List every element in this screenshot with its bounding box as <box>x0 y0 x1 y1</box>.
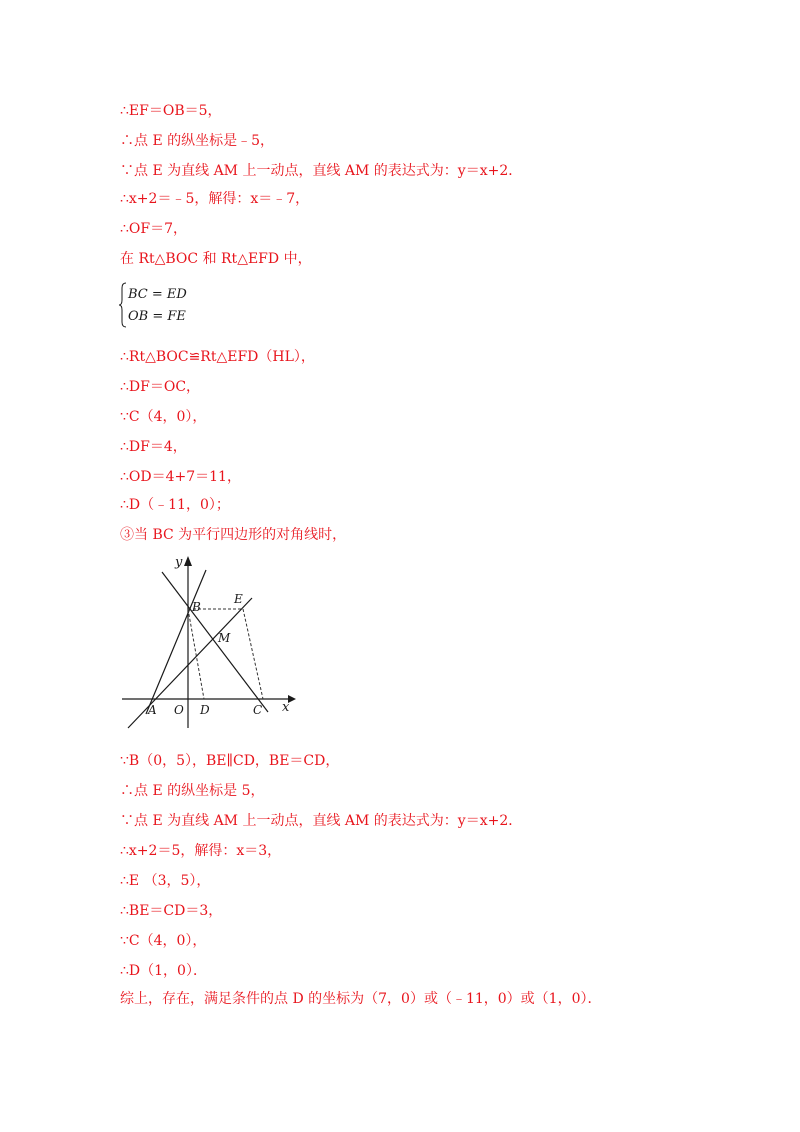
solution-line: 在 Rt△BOC 和 Rt△EFD 中， <box>120 251 312 267</box>
solution-line: ∵C（4，0）， <box>120 409 207 425</box>
line-ab <box>146 570 206 714</box>
segment-bd <box>188 609 204 699</box>
equation-bc-ed: BC = ED <box>128 287 187 302</box>
solution-line: ∴DF＝OC， <box>120 379 201 395</box>
solution-line: ∵点 E 为直线 AM 上一动点，直线 AM 的表达式为：y＝x+2． <box>120 163 523 179</box>
label-d: D <box>200 703 210 717</box>
solution-line: ∴Rt△BOC≌Rt△EFD（HL）， <box>120 349 315 365</box>
equation-ob-fe: OB = FE <box>128 309 186 324</box>
label-a: A <box>148 703 157 717</box>
solution-line: ∴OD＝4+7＝11， <box>120 469 241 485</box>
solution-line: ∵点 E 为直线 AM 上一动点，直线 AM 的表达式为：y＝x+2． <box>120 813 523 829</box>
equation-system <box>118 282 208 328</box>
solution-line: ∴点 E 的纵坐标是﹣5， <box>120 133 275 149</box>
solution-line: ∵B（0，5），BE∥CD，BE＝CD， <box>120 753 340 769</box>
solution-line: 综上，存在，满足条件的点 D 的坐标为（7，0）或（﹣11，0）或（1，0）． <box>120 991 602 1007</box>
label-b: B <box>192 600 201 614</box>
solution-line: ∴OF＝7， <box>120 221 188 237</box>
coordinate-figure <box>118 548 300 742</box>
geometry-diagram <box>118 548 300 742</box>
line-am <box>128 598 252 728</box>
solution-line: ∴EF＝OB＝5， <box>120 103 222 119</box>
solution-line: ∴x+2＝﹣5，解得：x＝﹣7， <box>120 191 310 207</box>
solution-line: ∴BE＝CD＝3， <box>120 903 223 919</box>
solution-line: ∴DF＝4， <box>120 439 187 455</box>
label-e: E <box>234 592 243 606</box>
left-brace-icon <box>118 282 128 328</box>
label-y: y <box>175 555 183 570</box>
solution-line: ∴点 E 的纵坐标是 5， <box>120 783 265 799</box>
solution-line: ∵C（4，0）， <box>120 933 207 949</box>
solution-line: ∴E （3，5）， <box>120 873 211 889</box>
line-bc <box>162 572 268 712</box>
label-c: C <box>253 703 263 717</box>
label-m: M <box>218 631 231 645</box>
label-x: x <box>282 700 290 715</box>
label-o: O <box>174 703 184 717</box>
solution-line: ③当 BC 为平行四边形的对角线时， <box>120 527 347 543</box>
y-axis-arrow-icon <box>184 556 192 566</box>
solution-line: ∴D（1，0）． <box>120 963 207 979</box>
solution-line: ∴x+2＝5，解得：x＝3， <box>120 843 282 859</box>
segment-ec <box>243 609 263 699</box>
solution-line: ∴D（﹣11，0）； <box>120 497 230 513</box>
